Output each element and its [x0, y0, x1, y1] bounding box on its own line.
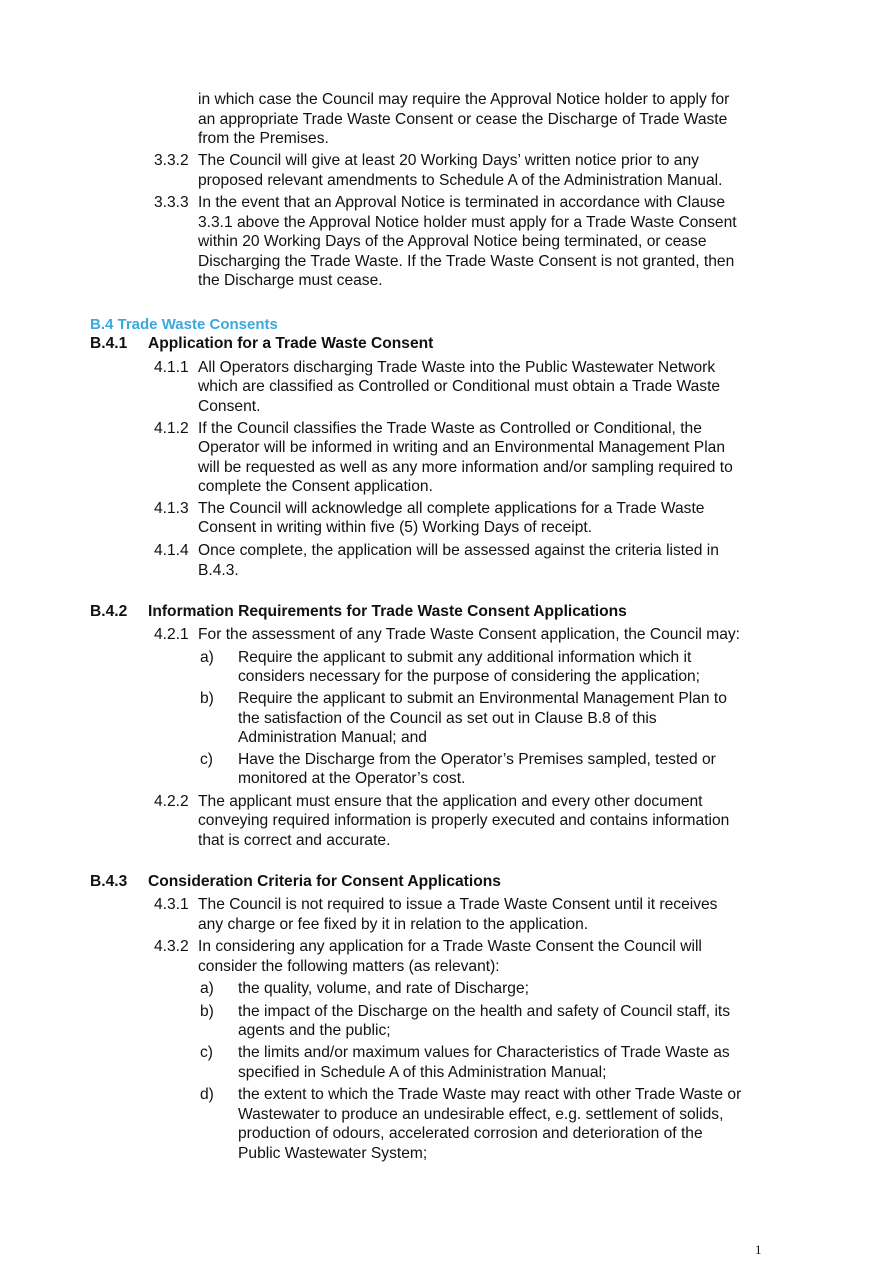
clause-line: In the event that an Approval Notice is terminated in accordance with Clause: [198, 194, 726, 211]
subsection-title: Application for a Trade Waste Consent: [148, 335, 434, 352]
clause-line: B.4.3.: [198, 562, 239, 579]
list-item-line: the quality, volume, and rate of Discharge;: [238, 980, 529, 997]
paragraph-line: in which case the Council may require the Approval Notice holder to apply for: [198, 91, 730, 108]
clause-line: In considering any application for a Trade Waste Consent the Council will: [198, 938, 702, 955]
clause-number: 4.3.1: [154, 896, 189, 913]
list-item-line: the impact of the Discharge on the health and safety of Council staff, its: [238, 1003, 731, 1020]
list-label: b): [200, 690, 214, 707]
clause-line: conveying required information is properly executed and contains information: [198, 812, 730, 829]
clause-line: will be requested as well as any more information and/or sampling required to: [198, 459, 733, 476]
clause-line: The applicant must ensure that the application and every other document: [198, 793, 703, 810]
clause-number: 4.3.2: [154, 938, 189, 955]
clause-number: 3.3.2: [154, 152, 189, 169]
clause-line: Discharging the Trade Waste. If the Trade Waste Consent is not granted, then: [198, 253, 735, 270]
clause-line: The Council will acknowledge all complete applications for a Trade Waste: [198, 500, 705, 517]
list-item-line: the limits and/or maximum values for Characteristics of Trade Waste as: [238, 1044, 730, 1061]
subsection-number: B.4.2: [90, 603, 128, 620]
paragraph-line: an appropriate Trade Waste Consent or cease the Discharge of Trade Waste: [198, 111, 728, 128]
list-item-line: considers necessary for the purpose of considering the application;: [238, 668, 701, 685]
clause-line: complete the Consent application.: [198, 478, 433, 495]
list-item-line: the satisfaction of the Council as set out in Clause B.8 of this: [238, 710, 657, 727]
paragraph-line: from the Premises.: [198, 130, 329, 147]
clause-line: All Operators discharging Trade Waste into the Public Wastewater Network: [198, 359, 716, 376]
clause-number: 4.1.4: [154, 542, 189, 559]
clause-number: 4.2.1: [154, 626, 189, 643]
list-item-line: Public Wastewater System;: [238, 1145, 428, 1162]
subsection-title: Information Requirements for Trade Waste Consent Applications: [148, 603, 627, 620]
clause-line: the Discharge must cease.: [198, 272, 383, 289]
page-number: 1: [755, 1242, 762, 1257]
list-item-line: Wastewater to produce an undesirable effect, e.g. settlement of solids,: [238, 1106, 724, 1123]
list-item-line: Have the Discharge from the Operator’s Premises sampled, tested or: [238, 751, 716, 768]
clause-line: Operator will be informed in writing and an Environmental Management Plan: [198, 439, 725, 456]
list-item-line: Administration Manual; and: [238, 729, 427, 746]
subsection-title: Consideration Criteria for Consent Applications: [148, 873, 501, 890]
clause-line: Once complete, the application will be assessed against the criteria listed in: [198, 542, 719, 559]
clause-line: proposed relevant amendments to Schedule A of the Administration Manual.: [198, 172, 723, 189]
list-item-line: specified in Schedule A of this Administration Manual;: [238, 1064, 607, 1081]
list-item-line: agents and the public;: [238, 1022, 391, 1039]
clause-line: Consent in writing within five (5) Working Days of receipt.: [198, 519, 593, 536]
list-label: b): [200, 1003, 214, 1020]
clause-line: any charge or fee fixed by it in relation to the application.: [198, 916, 589, 933]
clause-number: 4.2.2: [154, 793, 189, 810]
subsection-number: B.4.1: [90, 335, 128, 352]
clause-line: 3.3.1 above the Approval Notice holder must apply for a Trade Waste Consent: [198, 214, 737, 231]
list-item-line: Require the applicant to submit an Environmental Management Plan to: [238, 690, 727, 707]
clause-line: The Council is not required to issue a Trade Waste Consent until it receives: [198, 896, 718, 913]
clause-number: 3.3.3: [154, 194, 189, 211]
clause-number: 4.1.1: [154, 359, 189, 376]
clause-line: The Council will give at least 20 Working Days’ written notice prior to any: [198, 152, 699, 169]
list-label: c): [200, 751, 213, 768]
section-heading: B.4 Trade Waste Consents: [90, 316, 278, 333]
list-item-line: Require the applicant to submit any additional information which it: [238, 649, 692, 666]
list-item-line: monitored at the Operator’s cost.: [238, 770, 466, 787]
clause-number: 4.1.3: [154, 500, 189, 517]
list-label: a): [200, 649, 214, 666]
list-label: a): [200, 980, 214, 997]
clause-line: For the assessment of any Trade Waste Consent application, the Council may:: [198, 626, 741, 643]
clause-line: which are classified as Controlled or Conditional must obtain a Trade Waste: [198, 378, 721, 395]
clause-line: that is correct and accurate.: [198, 832, 391, 849]
clause-line: consider the following matters (as relevant):: [198, 958, 500, 975]
subsection-number: B.4.3: [90, 873, 128, 890]
clause-line: If the Council classifies the Trade Waste as Controlled or Conditional, the: [198, 420, 702, 437]
list-item-line: the extent to which the Trade Waste may react with other Trade Waste or: [238, 1086, 742, 1103]
list-label: c): [200, 1044, 213, 1061]
clause-number: 4.1.2: [154, 420, 189, 437]
clause-line: within 20 Working Days of the Approval Notice being terminated, or cease: [198, 233, 707, 250]
list-label: d): [200, 1086, 214, 1103]
clause-line: Consent.: [198, 398, 261, 415]
list-item-line: production of odours, accelerated corrosion and deterioration of the: [238, 1125, 703, 1142]
